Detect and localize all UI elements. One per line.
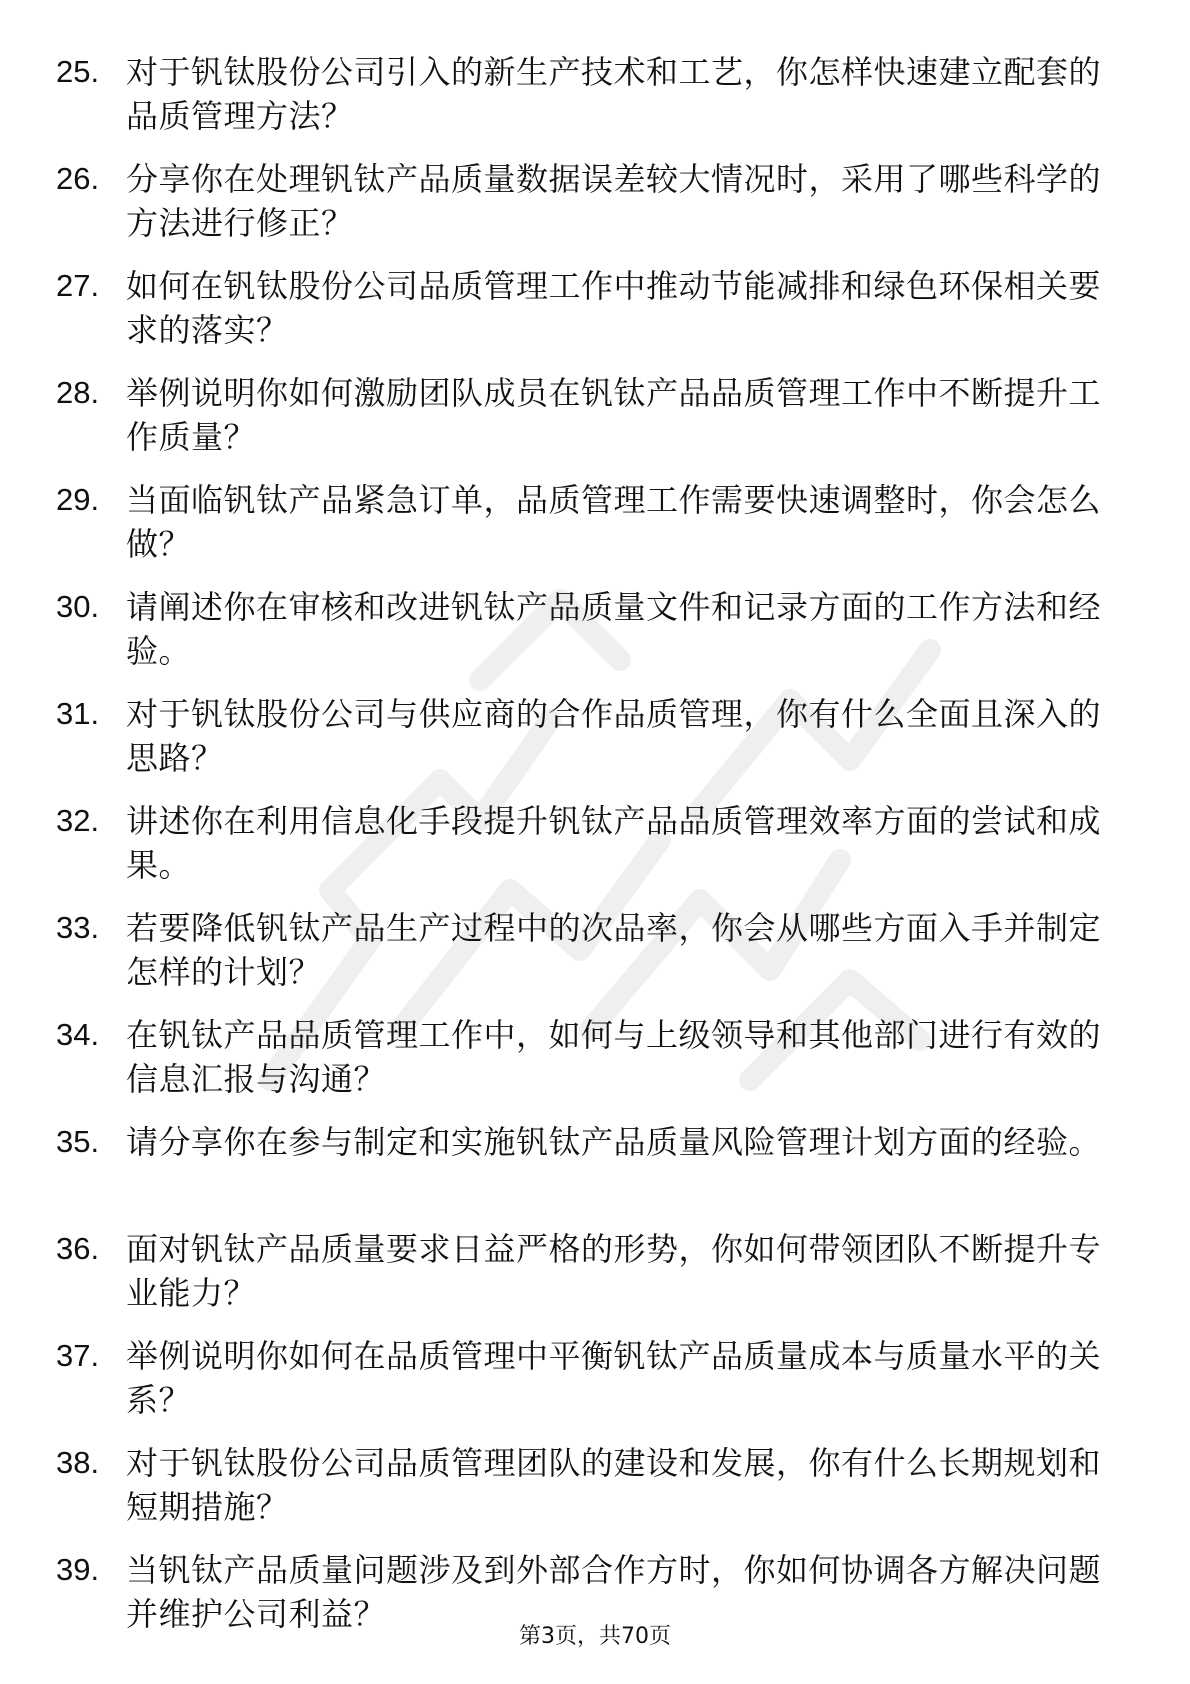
question-text: 请分享你在参与制定和实施钒钛产品质量风险管理计划方面的经验。 xyxy=(126,1123,1102,1161)
question-item xyxy=(56,157,1116,245)
question-number: 38. xyxy=(56,1445,100,1480)
question-text: 对于钒钛股份公司与供应商的合作品质管理，你有什么全面且深入的思路？ xyxy=(126,695,1102,777)
page-footer: 第3页，共70页 xyxy=(519,1624,671,1649)
question-number: 29. xyxy=(56,482,100,517)
question-item xyxy=(56,371,1116,459)
question-text: 讲述你在利用信息化手段提升钒钛产品品质管理效率方面的尝试和成果。 xyxy=(126,802,1102,884)
question-text: 面对钒钛产品质量要求日益严格的形势，你如何带领团队不断提升专业能力？ xyxy=(126,1230,1102,1312)
question-text: 如何在钒钛股份公司品质管理工作中推动节能减排和绿色环保相关要求的落实？ xyxy=(126,267,1102,349)
question-text: 对于钒钛股份公司引入的新生产技术和工艺，你怎样快速建立配套的品质管理方法？ xyxy=(126,53,1102,135)
question-item xyxy=(56,1227,1116,1315)
question-item xyxy=(56,585,1116,673)
question-number: 28. xyxy=(56,375,100,410)
question-item xyxy=(56,1013,1116,1101)
question-text: 当钒钛产品质量问题涉及到外部合作方时，你如何协调各方解决问题并维护公司利益？ xyxy=(126,1551,1102,1633)
question-number: 35. xyxy=(56,1124,100,1159)
question-number: 30. xyxy=(56,589,100,624)
question-number: 36. xyxy=(56,1231,100,1266)
question-text: 在钒钛产品品质管理工作中，如何与上级领导和其他部门进行有效的信息汇报与沟通？ xyxy=(126,1016,1102,1098)
question-item xyxy=(56,906,1116,994)
question-text: 对于钒钛股份公司品质管理团队的建设和发展，你有什么长期规划和短期措施？ xyxy=(126,1444,1102,1526)
question-item xyxy=(56,264,1116,352)
question-number: 37. xyxy=(56,1338,100,1373)
question-text: 分享你在处理钒钛产品质量数据误差较大情况时，采用了哪些科学的方法进行修正？ xyxy=(126,160,1102,242)
question-item xyxy=(56,692,1116,780)
question-item xyxy=(56,799,1116,887)
question-number: 32. xyxy=(56,803,100,838)
question-text: 举例说明你如何在品质管理中平衡钒钛产品质量成本与质量水平的关系？ xyxy=(126,1337,1102,1419)
question-number: 26. xyxy=(56,161,100,196)
question-number: 25. xyxy=(56,54,100,89)
question-number: 39. xyxy=(56,1552,100,1587)
question-item xyxy=(56,478,1116,566)
question-number: 31. xyxy=(56,696,100,731)
question-number: 33. xyxy=(56,910,100,945)
question-item xyxy=(56,1334,1116,1422)
question-list xyxy=(56,50,1116,1655)
question-number: 27. xyxy=(56,268,100,303)
question-text: 若要降低钒钛产品生产过程中的次品率，你会从哪些方面入手并制定怎样的计划？ xyxy=(126,909,1102,991)
question-number: 34. xyxy=(56,1017,100,1052)
question-text: 举例说明你如何激励团队成员在钒钛产品品质管理工作中不断提升工作质量？ xyxy=(126,374,1102,456)
question-item xyxy=(56,1441,1116,1529)
question-item xyxy=(56,50,1116,138)
question-item xyxy=(56,1120,1116,1208)
question-text: 当面临钒钛产品紧急订单，品质管理工作需要快速调整时，你会怎么做？ xyxy=(126,481,1102,563)
question-text: 请阐述你在审核和改进钒钛产品质量文件和记录方面的工作方法和经验。 xyxy=(126,588,1102,670)
